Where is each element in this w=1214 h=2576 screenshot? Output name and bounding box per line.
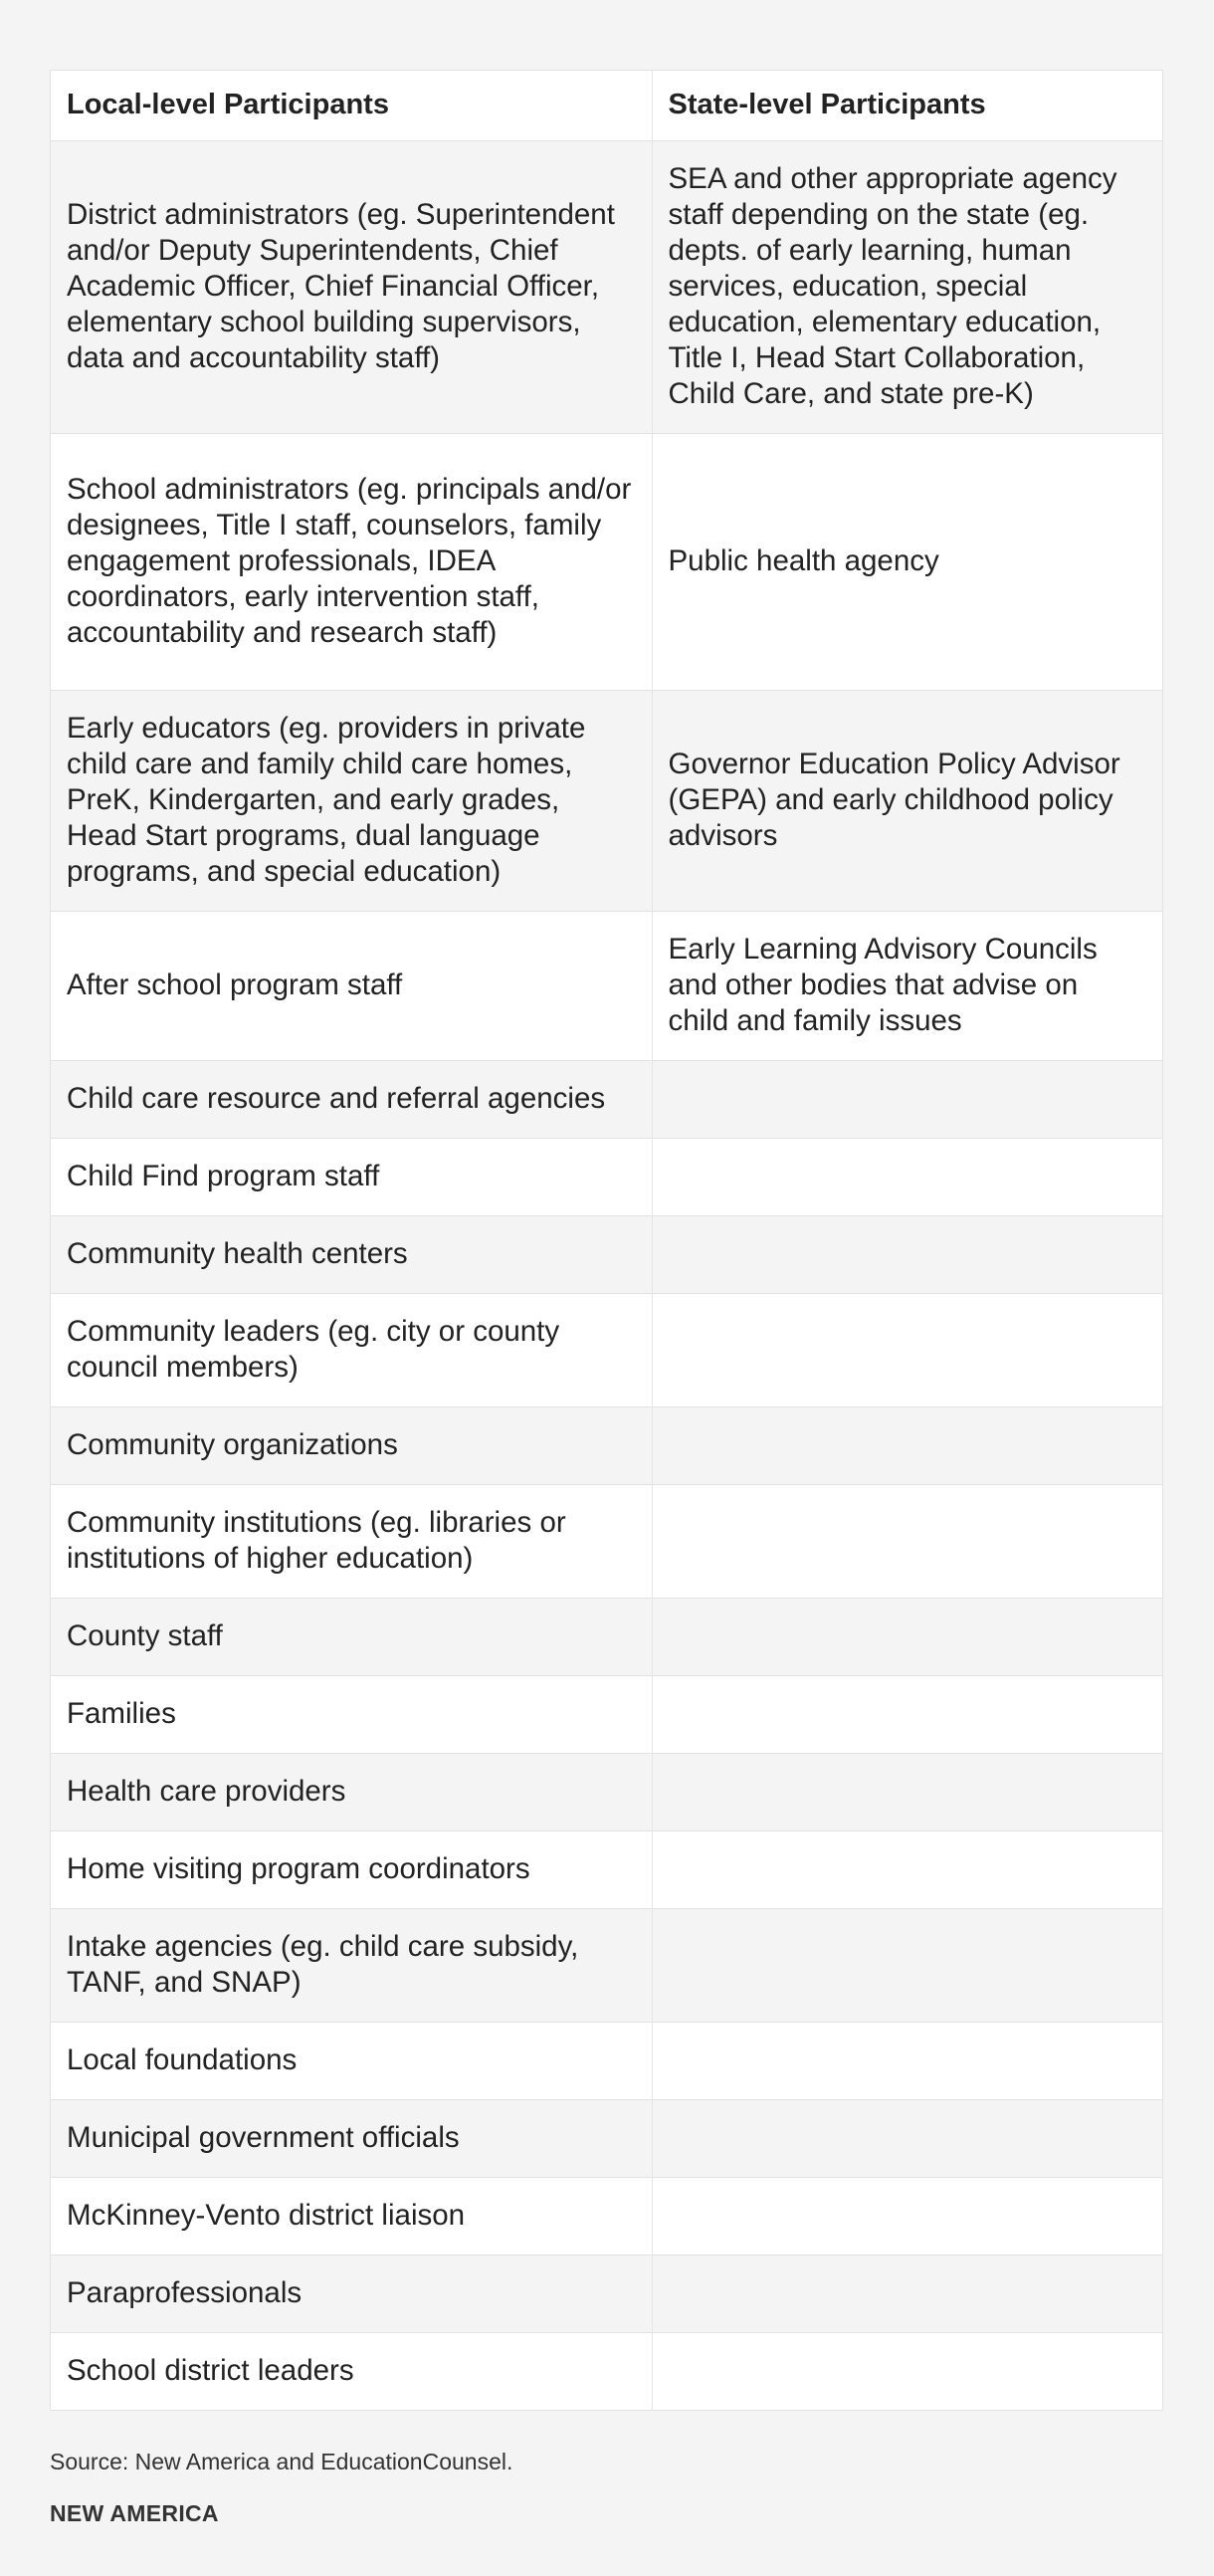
table-row [51, 2099, 1162, 2177]
table-row [51, 2177, 1162, 2254]
table-row [51, 1215, 1162, 1293]
table-row [51, 1908, 1162, 2022]
table-row [51, 433, 1162, 690]
state-cell [652, 2177, 1162, 2254]
local-cell: Community leaders (eg. city or county council members) [51, 1293, 652, 1406]
table-row [51, 1484, 1162, 1598]
table-row [51, 911, 1162, 1060]
table-row [51, 1138, 1162, 1215]
table-row [51, 2332, 1162, 2410]
local-cell: Intake agencies (eg. child care subsidy, TANF, and SNAP) [51, 1908, 652, 2022]
state-cell [652, 2022, 1162, 2099]
table-row [51, 140, 1162, 433]
state-cell [652, 2254, 1162, 2332]
state-cell: Governor Education Policy Advisor (GEPA) and early childhood policy advisors [652, 690, 1162, 911]
table-row [51, 1293, 1162, 1406]
header-local-level: Local-level Participants [51, 71, 652, 140]
table-row [51, 1753, 1162, 1830]
table-row [51, 1830, 1162, 1908]
table-row [51, 2254, 1162, 2332]
participants-table [51, 71, 1162, 2410]
table-row [51, 1406, 1162, 1484]
table-row [51, 1598, 1162, 1675]
state-cell [652, 1215, 1162, 1293]
local-cell: Families [51, 1675, 652, 1753]
local-cell: School district leaders [51, 2332, 652, 2410]
participants-table-container [50, 70, 1163, 2411]
state-cell [652, 1598, 1162, 1675]
local-cell: Home visiting program coordinators [51, 1830, 652, 1908]
state-cell [652, 1830, 1162, 1908]
local-cell: Local foundations [51, 2022, 652, 2099]
table-row [51, 690, 1162, 911]
state-cell: SEA and other appropriate agency staff depending on the state (eg. depts. of early learning, human services, education, special education, elementary education, Title I, Head Start Collaboration, Child Care, and state pre-K) [652, 140, 1162, 433]
state-cell [652, 1138, 1162, 1215]
state-cell [652, 1060, 1162, 1138]
local-cell: District administrators (eg. Superintendent and/or Deputy Superintendents, Chief Academic Officer, Chief Financial Officer, elementary school building supervisors, data and accountability staff) [51, 140, 652, 433]
source-note: Source: New America and EducationCounsel. [50, 2449, 513, 2474]
state-cell [652, 1675, 1162, 1753]
state-cell [652, 2099, 1162, 2177]
local-cell: School administrators (eg. principals and/or designees, Title I staff, counselors, family engagement professionals, IDEA coordinators, early intervention staff, accountability and research staff) [51, 433, 652, 690]
local-cell: After school program staff [51, 911, 652, 1060]
local-cell: Early educators (eg. providers in private child care and family child care homes, PreK, Kindergarten, and early grades, Head Start programs, dual language programs, and special education) [51, 690, 652, 911]
table-header-row [51, 71, 1162, 140]
local-cell: Community organizations [51, 1406, 652, 1484]
state-cell: Early Learning Advisory Councils and other bodies that advise on child and family issues [652, 911, 1162, 1060]
table-row [51, 2022, 1162, 2099]
local-cell: Child Find program staff [51, 1138, 652, 1215]
header-state-level: State-level Participants [652, 71, 1162, 140]
state-cell [652, 1753, 1162, 1830]
state-cell [652, 1406, 1162, 1484]
state-cell [652, 1484, 1162, 1598]
local-cell: Child care resource and referral agencies [51, 1060, 652, 1138]
state-cell: Public health agency [652, 433, 1162, 690]
table-row [51, 1675, 1162, 1753]
brand-logo-text: NEW AMERICA [50, 2500, 219, 2526]
state-cell [652, 2332, 1162, 2410]
table-row [51, 1060, 1162, 1138]
local-cell: Community health centers [51, 1215, 652, 1293]
state-cell [652, 1293, 1162, 1406]
local-cell: Health care providers [51, 1753, 652, 1830]
local-cell: McKinney-Vento district liaison [51, 2177, 652, 2254]
local-cell: Municipal government officials [51, 2099, 652, 2177]
local-cell: Community institutions (eg. libraries or institutions of higher education) [51, 1484, 652, 1598]
state-cell [652, 1908, 1162, 2022]
local-cell: Paraprofessionals [51, 2254, 652, 2332]
local-cell: County staff [51, 1598, 652, 1675]
